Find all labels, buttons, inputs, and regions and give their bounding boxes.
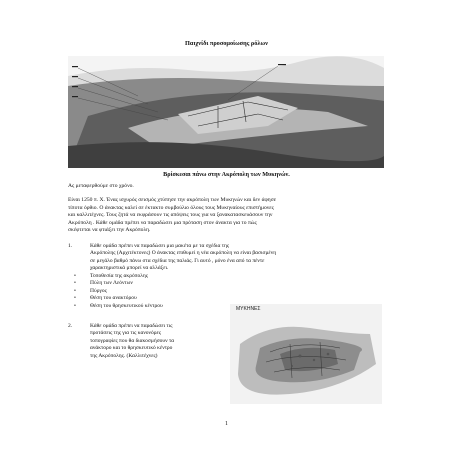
task-line: Κάθε ομάδα πρέπει να παραδώσει τις [90, 323, 173, 329]
task-number: 1. [68, 243, 73, 249]
bullet-item [68, 280, 248, 287]
bullet-text: Τοποθεσία της ακρόπολης [90, 273, 148, 279]
task-line: σε μεγάλο βαθμό πάνω στα σχέδια της παλιάς. Γι αυτό , μόνο ένα από τα πέντε [90, 257, 265, 264]
task-line: τοπογραφίες που θα διακοσμήσουν τα [90, 337, 175, 344]
bullet-icon: • [74, 302, 76, 309]
story-line: Είναι 1250 π. Χ. Ένας ισχυρός σεισμός χτύπησε την ακρόπολη των Μυκηνών και δεν άφησε [68, 197, 277, 203]
bullet-text: Πύργος [90, 287, 107, 294]
map-label: ΜΥΚΗΝΕΣ [236, 306, 261, 312]
task-number: 2. [68, 323, 73, 329]
story-line: και καλλιτέχνες. Τους ζητά να εκφράσουν τις απόψεις τους για να ξανακατασκευάσουν την [68, 212, 273, 219]
task-line: Κάθε ομάδα πρέπει να παραδώσει μια μακέτα με τα σχέδια της [90, 243, 230, 249]
intro-text: Ας μεταφερθούμε στο χρόνο. [68, 183, 134, 189]
bullet-text: Θέση του θρησκευτικού κέντρου [90, 302, 163, 309]
page-number: 1 [225, 421, 228, 427]
page-title: Παιχνίδι προσομοίωσης ρόλων [185, 40, 268, 47]
bullet-item [68, 303, 248, 310]
feature-bullet-list [68, 273, 248, 310]
task-text [90, 243, 378, 273]
task-line: Ακρόπολης (Αρχιτέκτονες) Ο άνακτας επιθυμεί η νέα ακρόπολη να είναι βασισμένη [90, 250, 277, 257]
mycenae-map-image [230, 304, 382, 404]
task-line: χαρακτηριστικά μπορεί να αλλάξει. [90, 265, 169, 272]
bullet-icon: • [74, 287, 76, 294]
bullet-icon: • [74, 295, 76, 302]
story-line: Ακρόπολη . Κάθε ομάδα πρέπει να παραδώσει μια πρόταση στον άνακτα για το πώς [68, 219, 257, 226]
bullet-icon: • [74, 273, 76, 279]
bullet-text: Πύλη των Λεόντων [90, 280, 133, 287]
photo-caption: Βρίσκεσαι πάνω στην Ακρόπολη των Μυκηνών. [163, 171, 290, 178]
task-line: προτάσεις της για τις κανονόρες [90, 330, 162, 337]
acropolis-aerial-photo [68, 56, 384, 168]
bullet-icon: • [74, 280, 76, 287]
story-paragraph [68, 197, 378, 235]
task-line: ανάκτορο και το θρησκευτικό κέντρο [90, 345, 173, 352]
bullet-item [68, 288, 248, 295]
story-line: σκέφτεται να φτιάξει την Ακρόπολη. [68, 227, 151, 234]
task-line: της Ακρόπολης. (Καλλιτέχνες) [90, 352, 158, 359]
bullet-text: Θέση του ανακτόρου [90, 295, 137, 302]
bullet-item [68, 295, 248, 302]
bullet-item [68, 273, 248, 280]
task-text [90, 323, 240, 360]
story-line: τίποτα όρθιο. Ο άνακτας καλεί σε έκτακτο συμβούλιο όλους τους Μυκηναίους επιστήμονες [68, 204, 274, 211]
